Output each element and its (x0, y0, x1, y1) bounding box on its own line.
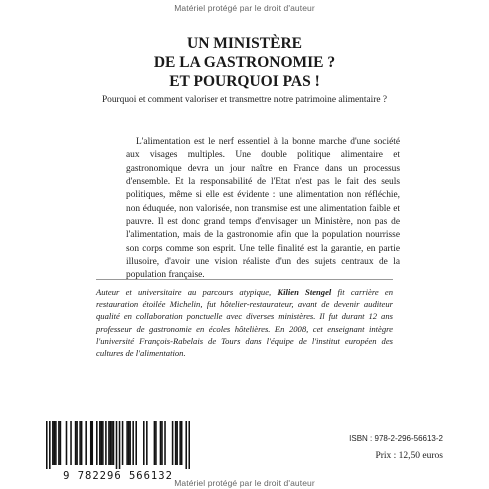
blurb-line: politiques, même si elle est évidente : une alimentation non réfléchie, (126, 190, 400, 201)
copyright-watermark-top: Matériel protégé par le droit d'auteur (174, 3, 315, 13)
barcode-bar (181, 421, 183, 465)
barcode-bar (96, 421, 98, 465)
barcode-bar (172, 421, 174, 465)
barcode-bar (126, 421, 128, 465)
barcode-bar (128, 421, 130, 465)
author-bio-text: fit carrière en restauration étoilée Michelin, fut hôtelier-restaurateur, avant de devenir auditeur qualité en collaboration ponctuelle avec diverses ministères. Il fut durant 12 ans professeur de gastronomie en écoles hôtelières. En 2008, cet enseignant intègre l'université François-Rabelais de Tours dans l'équipe de l'institut européen des cultures de l'alimentation. (96, 287, 393, 359)
book-title (24, 34, 465, 91)
barcode-bar (185, 421, 187, 469)
copyright-watermark-bottom: Matériel protégé par le droit d'auteur (174, 478, 315, 488)
isbn: ISBN : 978-2-296-56613-2 (349, 434, 443, 443)
barcode-bar (79, 421, 81, 465)
book-blurb (126, 136, 400, 283)
barcode-bar (164, 421, 166, 465)
barcode-bars (46, 421, 190, 471)
title-line-3: ET POURQUOI PAS ! (169, 73, 320, 90)
barcode-bar (175, 421, 177, 465)
blurb-line: gastronomique devra un jour naître en France dans un processus (126, 163, 400, 174)
blurb-line: d'ensemble. Et la responsabilité de l'Etat n'est pas le fait des seuls (126, 177, 400, 188)
barcode-bar (102, 421, 104, 465)
blurb-line: société aux visages multiples. Une double politique alimentaire et (126, 137, 400, 161)
blurb-line: non éduquée, non valorisée, non transmise est une alimentation (126, 203, 367, 214)
blurb-line: non pas de l'alimentation, mais de la gastronomie afin que la (126, 217, 400, 241)
barcode-bar (154, 421, 156, 465)
barcode-bar (76, 421, 78, 465)
barcode-bar (99, 421, 101, 465)
blurb-line: faible et pauvre. Il est donc grand temps d'envisager un Ministère, (126, 203, 401, 228)
blurb-line: L'alimentation est le nerf essentiel à la bonne marche d'une (136, 137, 371, 147)
barcode-bar (132, 421, 134, 465)
barcode-bar (129, 421, 131, 465)
barcode-bar (54, 421, 56, 465)
barcode-bar (146, 421, 148, 465)
barcode-bar (85, 421, 87, 465)
barcode-bar (179, 421, 181, 465)
barcode-bar (91, 421, 93, 465)
title-line-1: UN MINISTÈRE (187, 35, 302, 52)
barcode-bar (52, 421, 54, 465)
barcode-bar (160, 421, 162, 465)
barcode-bar (90, 421, 92, 465)
price: Prix : 12,50 euros (375, 451, 443, 461)
separator-rule (96, 279, 393, 280)
barcode-bar (105, 421, 107, 465)
barcode (40, 421, 196, 481)
blurb-line: sujets centraux de la population française. (126, 257, 401, 281)
barcode-bar (70, 421, 72, 465)
barcode-bar (60, 421, 62, 465)
book-back-cover (24, 14, 465, 482)
barcode-bar (49, 421, 51, 469)
book-subtitle: Pourquoi et comment valoriser et transmettre notre patrimoine alimentaire ? (101, 95, 388, 105)
blurb-line: est la garantie, en partie illusoire, d'avoir une vision réaliste d'un des (126, 243, 401, 268)
barcode-bar (143, 421, 145, 465)
barcode-bar (161, 421, 163, 465)
barcode-bar (66, 421, 68, 465)
barcode-bar (46, 421, 48, 469)
author-bio-intro: Auteur et universitaire au parcours atypique, (96, 287, 278, 297)
barcode-bar (55, 421, 57, 465)
barcode-bar (75, 421, 77, 465)
barcode-bar (155, 421, 157, 465)
barcode-bar (81, 421, 83, 465)
barcode-bar (58, 421, 60, 465)
barcode-bar (116, 421, 118, 469)
barcode-bar (188, 421, 190, 469)
barcode-bar (111, 421, 113, 465)
barcode-bar (122, 421, 124, 465)
barcode-bar (101, 421, 103, 465)
title-line-2: DE LA GASTRONOMIE ? (153, 54, 336, 71)
barcode-bar (119, 421, 121, 469)
barcode-bar (135, 421, 137, 465)
author-name: Kilien Stengel (277, 287, 332, 297)
barcode-bar (110, 421, 112, 465)
barcode-number: 9 782296 566132 (63, 470, 173, 482)
barcode-bar (113, 421, 115, 465)
blurb-line: population nourrisse son corps comme son esprit. Une telle finalité (126, 230, 400, 254)
barcode-bar (108, 421, 110, 465)
barcode-bar (176, 421, 178, 465)
author-bio (96, 286, 393, 359)
